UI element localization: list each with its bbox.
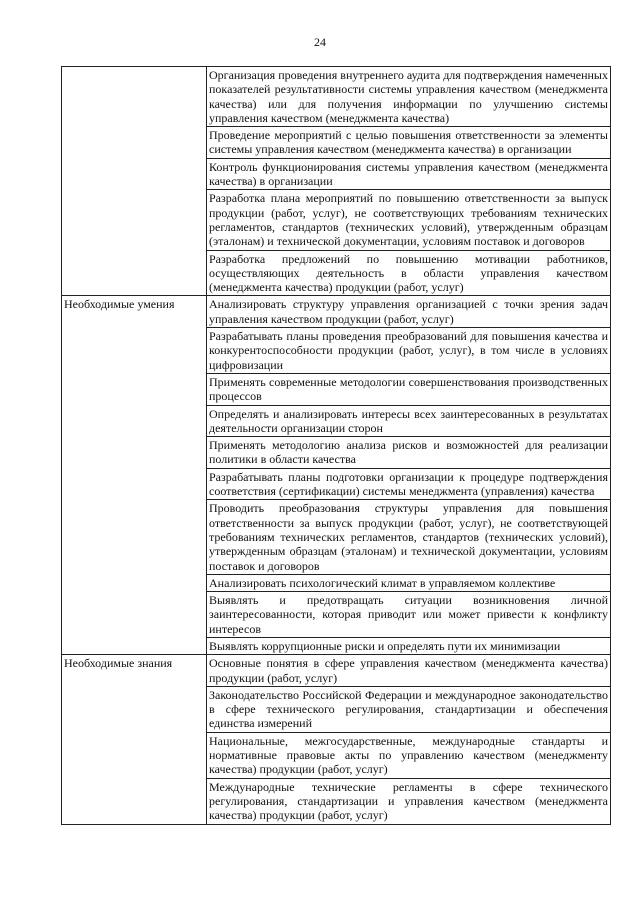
table-cell-item: Международные технические регламенты в сфере технического регулирования, стандартизации и управления качеством (менеджмента качества) продукции (работ, услуг): [207, 778, 611, 824]
section-label: Необходимые знания: [62, 655, 207, 824]
table-cell-item: Разработка предложений по повышению мотивации работников, осуществляющих деятельность в области управления качеством (менеджмента качества) продукции (работ, услуг): [207, 250, 611, 296]
table-cell-item: Законодательство Российской Федерации и международное законодательство в сфере технического регулирования, стандартизации и обеспечения единства измерений: [207, 686, 611, 732]
table-cell-item: Разработка плана мероприятий по повышению ответственности за выпуск продукции (работ, услуг), не соответствующих требованиям технических регламентов, стандартов (технических условий), утвержденным образцам (эталонам) и технической документации, условиям поставок и договоров: [207, 190, 611, 250]
table-cell-item: Применять методологию анализа рисков и возможностей для реализации политики в области качества: [207, 437, 611, 469]
page-number: 24: [314, 35, 326, 49]
table-cell-item: Разрабатывать планы подготовки организации к процедуре подтверждения соответствия (сертификации) системы менеджмента (управления) качества: [207, 468, 611, 500]
competency-table-body: [62, 67, 611, 825]
section-label: [62, 67, 207, 296]
table-cell-item: Основные понятия в сфере управления качеством (менеджмента качества) продукции (работ, услуг): [207, 655, 611, 687]
table-cell-item: Организация проведения внутреннего аудита для подтверждения намеченных показателей результативности системы управления качеством (менеджмента качества) или для получения информации по улучшению системы управления качеством (менеджмента качества): [207, 67, 611, 127]
table-cell-item: Анализировать психологический климат в управляемом коллективе: [207, 574, 611, 591]
table-cell-item: Национальные, межгосударственные, международные стандарты и нормативные правовые акты по управлению качеством (менеджменту качества) продукции (работ, услуг): [207, 732, 611, 778]
table-row: [62, 296, 611, 328]
table-cell-item: Выявлять и предотвращать ситуации возникновения личной заинтересованности, которая приводит или может привести к конфликту интересов: [207, 592, 611, 638]
table-cell-item: Выявлять коррупционные риски и определять пути их минимизации: [207, 637, 611, 654]
table-cell-item: Проведение мероприятий с целью повышения ответственности за элементы системы управления качеством (менеджмента качества) в организации: [207, 127, 611, 159]
table-row: [62, 655, 611, 687]
section-label: Необходимые умения: [62, 296, 207, 655]
table-cell-item: Проводить преобразования структуры управления для повышения ответственности за выпуск продукции (работ, услуг), не соответствующей требованиям технических регламентов, стандартов (технических условий), утвержденным образцам (эталонам) и технической документации, условиям поставок и договоров: [207, 500, 611, 574]
table-cell-item: Определять и анализировать интересы всех заинтересованных в результатах деятельности организации сторон: [207, 405, 611, 437]
table-cell-item: Контроль функционирования системы управления качеством (менеджмента качества) в организации: [207, 158, 611, 190]
table-row: [62, 67, 611, 127]
competency-table: [61, 66, 611, 825]
table-cell-item: Анализировать структуру управления организацией с точки зрения задач управления качеством продукции (работ, услуг): [207, 296, 611, 328]
table-cell-item: Применять современные методологии совершенствования производственных процессов: [207, 373, 611, 405]
table-cell-item: Разрабатывать планы проведения преобразований для повышения качества и конкурентоспособности продукции (работ, услуг), в том числе в условиях цифровизации: [207, 328, 611, 374]
